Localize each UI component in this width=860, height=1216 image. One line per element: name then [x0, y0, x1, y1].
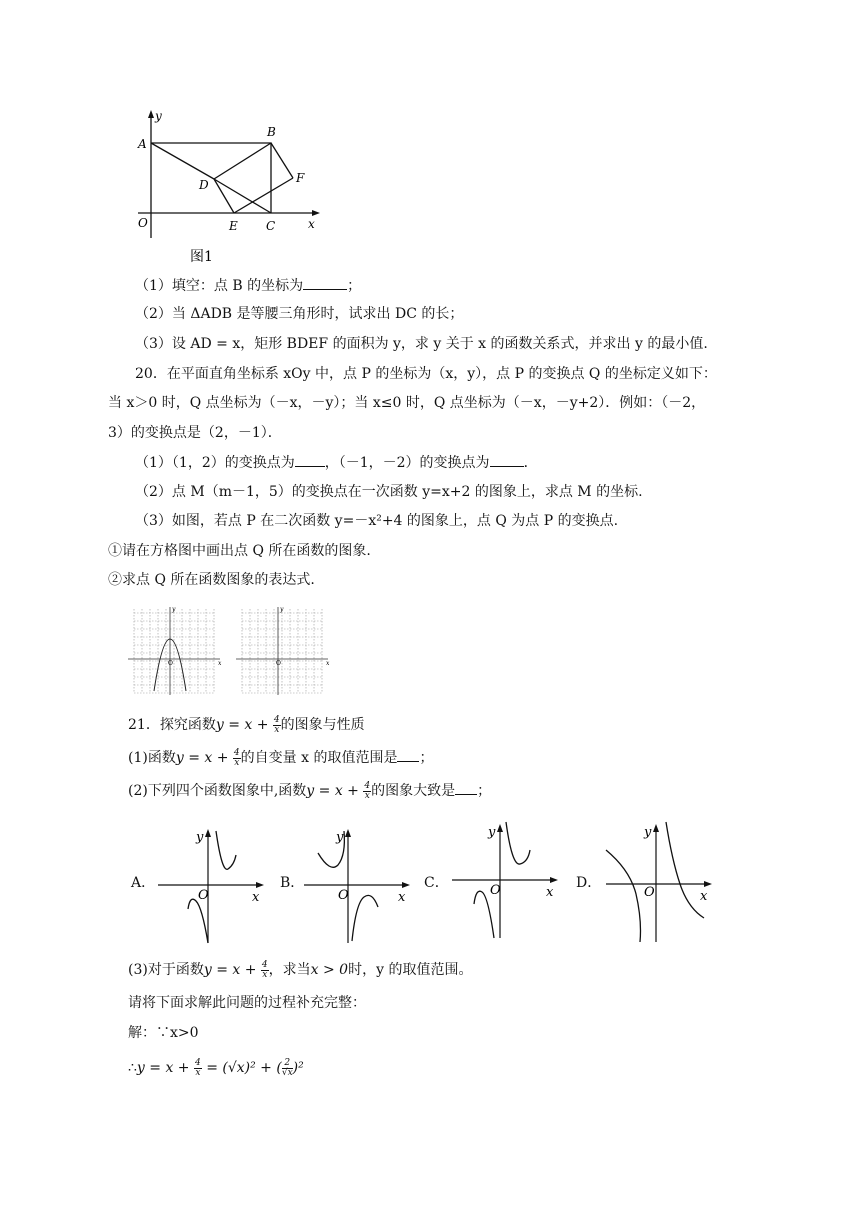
- grid-with-parabola: [128, 605, 224, 697]
- option-D-graph[interactable]: [600, 820, 716, 944]
- option-C-label[interactable]: C．: [424, 875, 449, 891]
- q19-part1: （1）填空：点 B 的坐标为 ；: [135, 275, 361, 296]
- svg-text:O: O: [644, 885, 655, 900]
- label-C: C: [266, 219, 276, 233]
- svg-text:y: y: [196, 830, 204, 845]
- q21-fill-instruction: 请将下面求解此问题的过程补充完整：: [128, 995, 366, 1011]
- svg-text:O: O: [198, 888, 209, 903]
- label-y: y: [155, 109, 162, 123]
- q21-part1: (1)函数y = x + $\frac{4}{x}$ 的自变量 x 的取值范围是 ；: [128, 747, 434, 768]
- svg-text:x: x: [546, 885, 554, 900]
- label-D: D: [199, 178, 209, 192]
- label-O: O: [138, 216, 148, 230]
- label-B: B: [267, 125, 276, 139]
- option-B-graph[interactable]: [298, 825, 414, 947]
- option-D-label[interactable]: D．: [576, 875, 602, 891]
- q21-solution-line1: 解：∵x>0: [128, 1025, 199, 1041]
- q20-part3: （3）如图，若点 P 在二次函数 y=－x²+4 的图象上，点 Q 为点 P 的变换点.: [135, 513, 619, 529]
- label-E: E: [229, 219, 238, 233]
- svg-text:O: O: [338, 888, 349, 903]
- q20-line1: 20．在平面直角坐标系 xOy 中，点 P 的坐标为（x，y），点 P 的变换点 Q 的坐标定义如下：: [135, 366, 717, 382]
- svg-text:x: x: [218, 660, 222, 667]
- q20-blank-1[interactable]: [295, 452, 325, 467]
- svg-text:x: x: [326, 660, 330, 667]
- svg-text:x: x: [252, 890, 260, 905]
- option-A-graph[interactable]: [152, 825, 268, 947]
- svg-text:O: O: [168, 660, 173, 667]
- svg-text:x: x: [398, 890, 406, 905]
- q20-sub1: ①请在方格图中画出点 Q 所在函数的图象.: [108, 543, 371, 559]
- option-C-graph[interactable]: [446, 820, 562, 942]
- q20-blank-2[interactable]: [490, 452, 524, 467]
- svg-text:y: y: [336, 830, 344, 845]
- q21-part2: (2)下列四个函数图象中,函数y = x + $\frac{4}{x}$ 的图象大致是 ；: [128, 780, 492, 801]
- figure-1-diagram: [128, 106, 328, 266]
- svg-text:y: y: [172, 606, 176, 613]
- q20-sub2: ②求点 Q 所在函数图象的表达式.: [108, 572, 315, 588]
- q19-part3: （3）设 AD = x，矩形 BDEF 的面积为 y，求 y 关于 x 的函数关系式，并求出 y 的最小值.: [135, 336, 708, 352]
- q21-blank-2[interactable]: [455, 780, 477, 795]
- svg-text:O: O: [276, 660, 281, 667]
- q21-blank-1[interactable]: [397, 747, 419, 762]
- q20-line3: 3）的变换点是（2，－1）．: [108, 425, 282, 441]
- q21-part3: (3)对于函数y = x + $\frac{4}{x}$ ，求当x > 0时，y 的取值范围。: [128, 959, 473, 980]
- q21-solution-line2: ∴y = x + $\frac{4}{x}$ = (√x)² + ( $\frac{2}{√x}$ )²: [128, 1057, 304, 1078]
- svg-text:y: y: [488, 825, 496, 840]
- empty-grid[interactable]: [236, 605, 332, 697]
- label-F: F: [296, 171, 305, 185]
- figure-1-caption: 图1: [190, 249, 213, 265]
- svg-text:y: y: [280, 606, 284, 613]
- q20-line2: 当 x＞0 时，Q 点坐标为（－x，－y）；当 x≤0 时，Q 点坐标为（－x，－y+2）．例如：（－2，: [108, 395, 706, 411]
- q19-part2: （2）当 ΔADB 是等腰三角形时，试求出 DC 的长；: [135, 306, 464, 322]
- label-A: A: [138, 137, 147, 151]
- option-B-label[interactable]: B．: [280, 875, 305, 891]
- svg-text:y: y: [644, 825, 652, 840]
- q20-part1: （1）（1，2）的变换点为 ，（－1，－2）的变换点为 ．: [135, 452, 538, 473]
- label-x: x: [308, 217, 315, 231]
- option-A-label[interactable]: A．: [131, 875, 156, 891]
- q20-part2: （2）点 M（m－1，5）的变换点在一次函数 y=x+2 的图象上，求点 M 的坐标.: [135, 484, 643, 500]
- svg-text:O: O: [490, 883, 501, 898]
- q19-answer-blank[interactable]: [303, 275, 347, 290]
- q21-title: 21．探究函数y = x + $\frac{4}{x}$ 的图象与性质: [128, 714, 365, 735]
- svg-text:x: x: [700, 889, 708, 904]
